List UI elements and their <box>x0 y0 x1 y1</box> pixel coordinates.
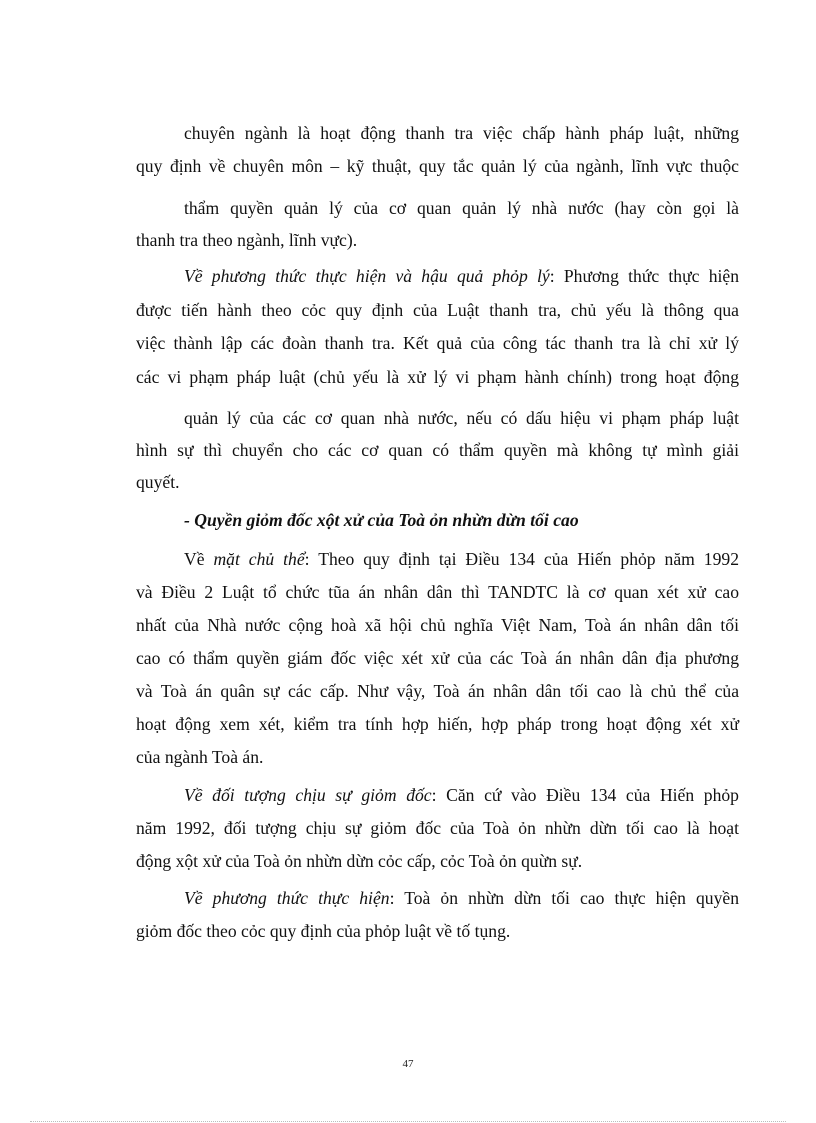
italic-lead-method: Về phương thức thực hiện và hậu quả phỏp lý <box>184 266 550 286</box>
italic-lead-object: Về đối tượng chịu sự giỏm đốc <box>184 785 432 805</box>
body-line: chuyên ngành là hoạt động thanh tra việc chấp hành pháp luật, những <box>184 123 739 143</box>
page-number: 47 <box>402 1058 414 1070</box>
body-line: giỏm đốc theo cỏc quy định của phỏp luật về tố tụng. <box>136 921 511 941</box>
body-line: nhất của Nhà nước cộng hoà xã hội chủ nghĩa Việt Nam, Toà án nhân dân tối <box>136 615 739 635</box>
section-heading: - Quyền giỏm đốc xột xử của Toà ỏn nhừn dừn tối cao <box>184 510 579 530</box>
body-line: động xột xử của Toà ỏn nhừn dừn cỏc cấp, cỏc Toà ỏn quừn sự. <box>136 851 583 871</box>
subject-prefix: Về <box>184 549 214 569</box>
body-line: quản lý của các cơ quan nhà nước, nếu có dấu hiệu vi phạm pháp luật <box>184 408 739 428</box>
body-line: và Điều 2 Luật tổ chức tũa án nhân dân thì TANDTC là cơ quan xét xử cao <box>136 582 739 602</box>
body-line: quy định về chuyên môn – kỹ thuật, quy tắc quản lý của ngành, lĩnh vực thuộc <box>136 156 739 176</box>
italic-lead-subject: mặt chủ thể <box>213 549 305 569</box>
page-bottom-dotted-rule <box>30 1121 786 1122</box>
body-line: hoạt động xem xét, kiểm tra tính hợp hiến, hợp pháp trong hoạt động xét xử <box>136 714 739 734</box>
paragraph-exec-first-line <box>184 887 739 909</box>
subject-text: : Theo quy định tại Điều 134 của Hiến phỏp năm 1992 <box>304 549 739 569</box>
body-line: được tiến hành theo cỏc quy định của Luật thanh tra, chủ yếu là thông qua <box>136 300 739 320</box>
body-line: thẩm quyền quản lý của cơ quan quản lý nhà nước (hay còn gọi là <box>184 198 739 218</box>
paragraph-method-first-line <box>184 265 739 287</box>
exec-text: : Toà ỏn nhừn dừn tối cao thực hiện quyền <box>389 888 740 908</box>
body-line: của ngành Toà án. <box>136 747 264 767</box>
body-line: việc thành lập các đoàn thanh tra. Kết quả của công tác thanh tra là chỉ xử lý <box>136 333 739 353</box>
body-line: năm 1992, đối tượng chịu sự giỏm đốc của Toà ỏn nhừn dừn tối cao là hoạt <box>136 818 739 838</box>
body-line: và Toà án quân sự các cấp. Như vậy, Toà án nhân dân tối cao là chủ thể của <box>136 681 739 701</box>
italic-lead-exec: Về phương thức thực hiện <box>184 888 390 908</box>
body-line: thanh tra theo ngành, lĩnh vực). <box>136 230 358 250</box>
body-line: cao có thẩm quyền giám đốc việc xét xử của các Toà án nhân dân địa phương <box>136 648 739 668</box>
paragraph-subject-first-line <box>184 548 739 570</box>
body-line: quyết. <box>136 472 180 492</box>
body-line: hình sự thì chuyển cho các cơ quan có thẩm quyền mà không tự mình giải <box>136 440 739 460</box>
object-text: : Căn cứ vào Điều 134 của Hiến phỏp <box>431 785 739 805</box>
method-text: : Phương thức thực hiện <box>549 266 739 286</box>
paragraph-object-first-line <box>184 784 739 806</box>
body-line: các vi phạm pháp luật (chủ yếu là xử lý vi phạm hành chính) trong hoạt động <box>136 367 739 387</box>
